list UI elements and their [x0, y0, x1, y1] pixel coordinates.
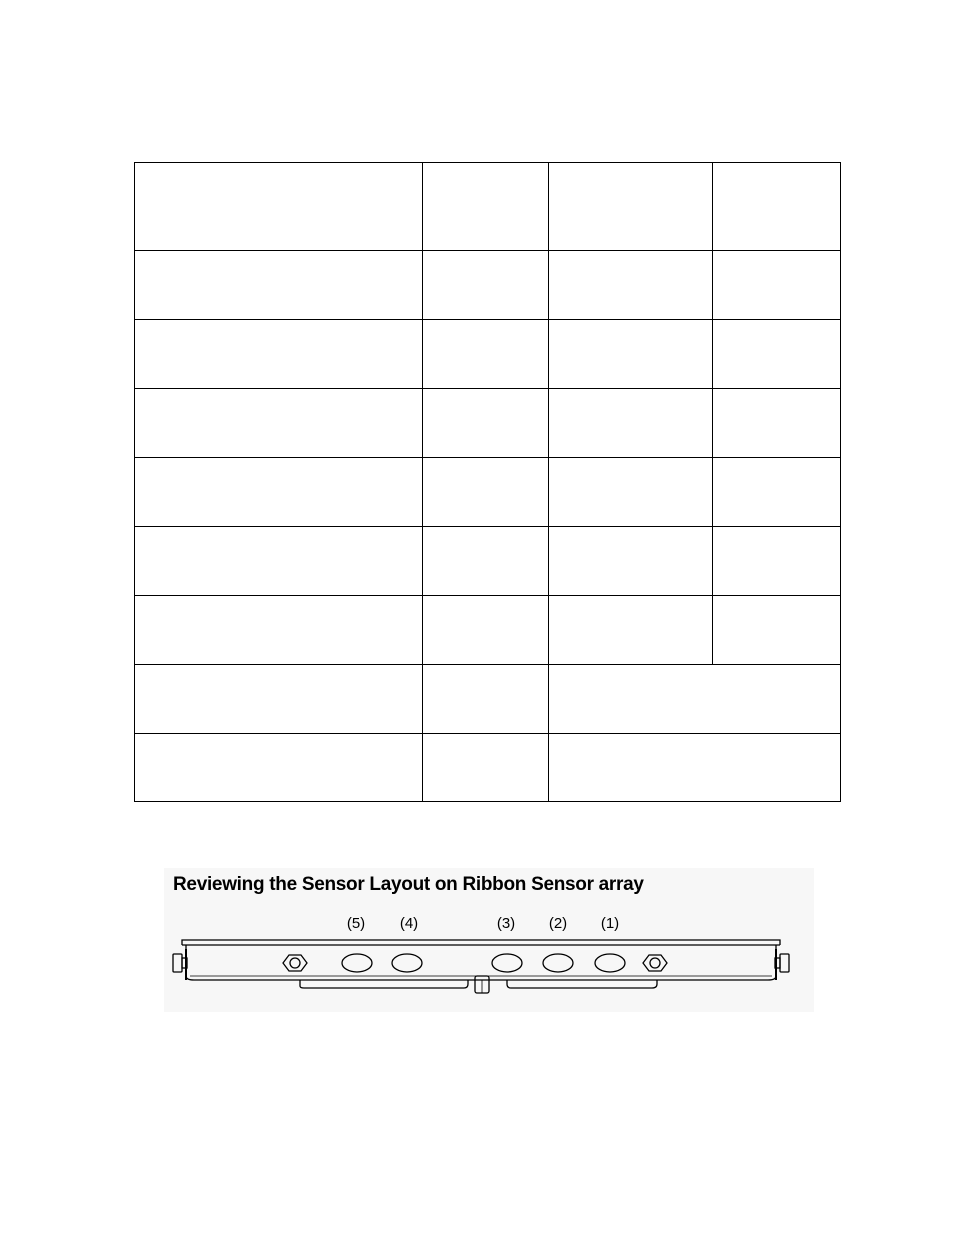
sensor-bar-left-end-cap	[173, 954, 182, 972]
table-row	[135, 320, 841, 389]
table-row	[135, 596, 841, 665]
table-cell	[713, 527, 841, 596]
table-cell	[423, 665, 549, 734]
table-cell	[135, 458, 423, 527]
table-cell	[135, 251, 423, 320]
sensor-3	[492, 954, 522, 972]
table-cell	[713, 163, 841, 251]
table-row	[135, 527, 841, 596]
table-cell	[423, 596, 549, 665]
table-row	[135, 734, 841, 802]
sensor-4	[392, 954, 422, 972]
table-cell	[423, 251, 549, 320]
table-cell	[549, 389, 713, 458]
table-row	[135, 251, 841, 320]
table-cell	[135, 163, 423, 251]
figure-title: Reviewing the Sensor Layout on Ribbon Sensor array	[173, 874, 644, 895]
table-cell	[135, 665, 423, 734]
ribbon-sensor-figure	[164, 868, 814, 1012]
table-cell	[135, 734, 423, 802]
sensor-bar-left-tab	[300, 980, 468, 988]
table-cell	[423, 389, 549, 458]
table-row	[135, 389, 841, 458]
table-cell	[135, 596, 423, 665]
table-cell-merged	[549, 665, 841, 734]
sensor-1	[595, 954, 625, 972]
sensor-label-4: (4)	[399, 915, 419, 932]
sensor-label-3: (3)	[496, 915, 516, 932]
hex-nut-right	[643, 955, 667, 971]
table-cell	[423, 458, 549, 527]
sensor-bar-right-tab	[507, 980, 657, 988]
table-cell	[713, 458, 841, 527]
blank-grid-table	[134, 162, 841, 802]
table-cell	[423, 320, 549, 389]
sensor-bar-top-rail	[182, 940, 780, 945]
table-cell	[423, 734, 549, 802]
table-cell-merged	[549, 734, 841, 802]
table-cell	[713, 320, 841, 389]
table-cell	[423, 527, 549, 596]
table-row	[135, 665, 841, 734]
table-cell	[135, 389, 423, 458]
table-cell	[549, 596, 713, 665]
table-cell	[135, 527, 423, 596]
table-cell	[549, 320, 713, 389]
table-row	[135, 163, 841, 251]
sensor-label-1: (1)	[600, 915, 620, 932]
table-cell	[423, 163, 549, 251]
sensor-bar-right-end-cap	[780, 954, 789, 972]
table-cell	[549, 458, 713, 527]
table-cell	[713, 596, 841, 665]
hex-nut-left	[283, 955, 307, 971]
table-cell	[713, 389, 841, 458]
table-cell	[549, 163, 713, 251]
table-cell	[135, 320, 423, 389]
sensor-label-2: (2)	[548, 915, 568, 932]
sensor-bar-body	[186, 945, 776, 980]
sensor-5	[342, 954, 372, 972]
sensor-2	[543, 954, 573, 972]
table-cell	[549, 251, 713, 320]
table-row	[135, 458, 841, 527]
table-cell	[549, 527, 713, 596]
table-cell	[713, 251, 841, 320]
sensor-label-5: (5)	[346, 915, 366, 932]
